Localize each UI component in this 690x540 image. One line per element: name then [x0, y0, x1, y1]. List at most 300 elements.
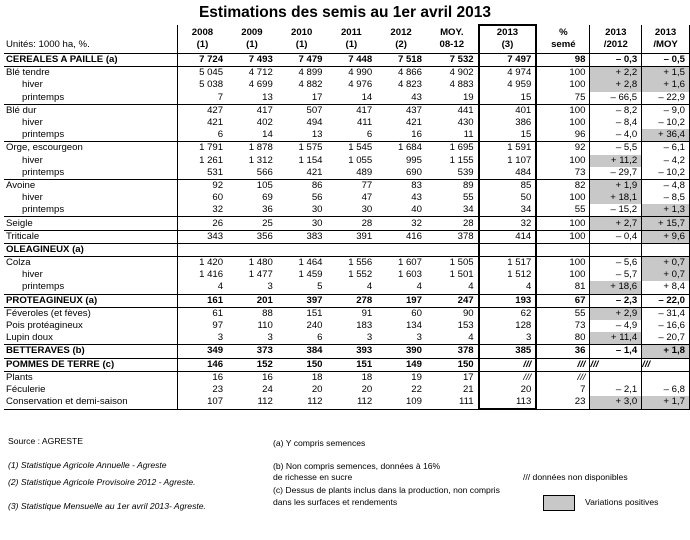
table-cell: – 16,6	[642, 320, 690, 332]
row-label: printemps	[22, 281, 65, 293]
table-cell: 36	[536, 345, 590, 358]
table-cell	[327, 243, 377, 256]
table-cell	[277, 243, 327, 256]
table-cell: 4 712	[227, 67, 277, 80]
table-cell: 7 532	[426, 54, 479, 67]
table-cell: – 31,4	[642, 307, 690, 320]
table-cell: 390	[376, 345, 426, 358]
table-cell: 30	[311, 204, 323, 216]
table-cell: 100	[536, 257, 590, 270]
table-cell: 19	[376, 371, 426, 384]
table-cell: 91	[327, 307, 377, 320]
table-cell	[642, 243, 690, 256]
table-cell: 23	[177, 384, 227, 396]
col-header: (1)	[295, 39, 308, 50]
table-cell: 995	[405, 154, 422, 166]
table-cell: 6	[366, 129, 373, 141]
table-cell: 100	[569, 192, 586, 204]
table-cell: + 36,4	[642, 129, 690, 142]
table-cell: – 2,3	[590, 294, 642, 307]
row-label: Orge, escourgeon	[4, 142, 177, 155]
table-cell: 112	[227, 396, 277, 409]
row-label: Féveroles (et fèves)	[4, 307, 177, 320]
table-cell: + 0,7	[642, 257, 690, 270]
legend-positive: Variations positives	[585, 497, 659, 507]
table-cell: 531	[177, 167, 227, 180]
table-cell: 100	[536, 67, 590, 80]
table-cell: 411	[356, 117, 373, 129]
table-cell: 92	[177, 179, 227, 192]
table-cell: 4 902	[426, 67, 479, 80]
table-cell: 402	[256, 117, 273, 129]
table-cell: + 9,6	[642, 230, 690, 243]
table-row	[4, 307, 690, 320]
table-cell: 89	[426, 179, 479, 192]
table-row	[4, 345, 690, 358]
table-cell: 1 603	[397, 269, 422, 281]
table-cell: + 3,0	[590, 396, 642, 409]
table-cell: 1 878	[227, 142, 277, 155]
table-cell: ///	[479, 371, 537, 384]
table-cell: 421	[405, 117, 422, 129]
table-cell: 240	[306, 320, 323, 332]
table-cell: 489	[356, 166, 373, 178]
col-header: (1)	[345, 39, 358, 50]
table-cell: 100	[569, 79, 586, 91]
table-cell: 112	[327, 396, 377, 409]
table-cell: – 9,0	[642, 104, 690, 117]
table-row	[4, 384, 690, 396]
table-cell: 13	[262, 91, 273, 103]
col-header: MOY.	[440, 27, 464, 38]
table-cell: 5 038	[177, 79, 227, 91]
table-row	[4, 257, 690, 270]
table-cell: – 1,4	[590, 345, 642, 358]
footnote-b-cont: de richesse en sucre	[273, 472, 353, 482]
table-cell: – 0,3	[590, 54, 642, 67]
table-cell: 86	[277, 179, 327, 192]
table-cell: 201	[227, 294, 277, 307]
row-label: CEREALES A PAILLE (a)	[4, 54, 177, 67]
table-cell: 7	[177, 92, 227, 105]
table-cell: + 1,8	[642, 345, 690, 358]
table-cell: 7 497	[479, 54, 537, 67]
table-cell: + 18,6	[590, 281, 642, 294]
table-cell: 4	[468, 332, 474, 344]
table-cell: 32	[479, 217, 537, 230]
estimates-table	[4, 24, 690, 410]
table-cell: 28	[426, 217, 479, 230]
row-label: Colza	[4, 257, 177, 270]
row-label: printemps	[22, 91, 65, 103]
table-cell: 96	[574, 129, 586, 141]
table-cell: 7 448	[327, 54, 377, 67]
col-header: %	[559, 27, 568, 38]
table-cell: 13	[311, 129, 323, 141]
table-cell: 28	[327, 217, 377, 230]
table-cell: 1 416	[177, 269, 227, 281]
row-label: Avoine	[4, 179, 177, 192]
table-row	[4, 358, 690, 371]
table-cell: 92	[536, 142, 590, 155]
table-cell: – 5,7	[590, 269, 642, 281]
table-cell: 4	[416, 281, 422, 293]
table-cell: 88	[227, 307, 277, 320]
table-cell: 19	[462, 91, 474, 103]
legend-not-available: /// données non disponibles	[523, 472, 628, 482]
table-cell: 3	[479, 332, 537, 345]
table-cell: – 20,7	[642, 332, 690, 345]
table-cell: 4	[479, 281, 537, 294]
table-cell: 100	[536, 217, 590, 230]
table-cell: 90	[426, 307, 479, 320]
table-cell: – 10,2	[642, 167, 690, 180]
table-cell	[376, 243, 426, 256]
table-cell: 183	[356, 320, 373, 332]
table-cell: 1 501	[449, 269, 474, 281]
table-cell: 17	[426, 371, 479, 384]
table-cell: 16	[177, 371, 227, 384]
row-label: PROTEAGINEUX (a)	[4, 294, 177, 307]
table-cell: 197	[376, 294, 426, 307]
source-note: Source : AGRESTE	[8, 436, 83, 446]
table-row	[4, 192, 690, 204]
table-cell: 112	[277, 396, 327, 409]
col-header: 2013	[642, 25, 690, 39]
table-cell: 100	[569, 269, 586, 281]
table-cell: 98	[536, 54, 590, 67]
table-cell: 18	[277, 371, 327, 384]
table-cell: 24	[262, 383, 273, 395]
footnote-c: (c) Dessus de plants inclus dans la production, non compris	[273, 485, 500, 495]
table-cell: 1 505	[426, 257, 479, 270]
table-cell: 441	[426, 104, 479, 117]
table-cell: 105	[227, 179, 277, 192]
table-cell: 7 724	[177, 54, 227, 67]
table-cell: 152	[227, 358, 277, 371]
table-cell: – 22,0	[642, 294, 690, 307]
table-cell: 61	[177, 307, 227, 320]
table-cell	[227, 243, 277, 256]
table-row	[4, 243, 690, 256]
table-cell: 1 261	[177, 155, 227, 167]
footnote-a: (a) Y compris semences	[273, 438, 366, 448]
table-cell: 82	[536, 179, 590, 192]
table-cell: 23	[536, 396, 590, 409]
table-cell: 60	[376, 307, 426, 320]
table-row	[4, 155, 690, 167]
table-cell: 7 479	[277, 54, 327, 67]
table-cell: 393	[327, 345, 377, 358]
table-cell: + 1,5	[642, 67, 690, 80]
row-label: printemps	[22, 129, 65, 141]
table-cell: 47	[361, 192, 373, 204]
table-cell: 4 823	[397, 79, 422, 91]
table-cell: + 11,4	[590, 332, 642, 345]
table-cell: 1 512	[479, 269, 537, 281]
table-cell: 73	[574, 320, 586, 332]
col-header: 08-12	[439, 39, 465, 50]
table-cell: 153	[457, 320, 474, 332]
table-row	[4, 67, 690, 80]
table-cell: 4	[366, 281, 373, 293]
table-cell: + 2,2	[590, 67, 642, 80]
table-cell: 20	[479, 384, 537, 396]
table-cell: + 15,7	[642, 217, 690, 230]
row-label: hiver	[22, 79, 43, 91]
col-header: (1)	[177, 39, 227, 54]
table-cell: – 4,8	[642, 179, 690, 192]
table-cell: 32	[376, 217, 426, 230]
table-cell: + 18,1	[590, 192, 642, 204]
table-cell: 62	[479, 307, 537, 320]
table-cell: + 2,9	[590, 307, 642, 320]
table-cell: 16	[227, 371, 277, 384]
table-cell: + 0,7	[642, 269, 690, 281]
row-label: printemps	[22, 166, 65, 178]
col-header: semé	[551, 39, 576, 50]
table-cell: 1 464	[277, 257, 327, 270]
row-label: hiver	[22, 154, 43, 166]
table-cell: 30	[361, 204, 373, 216]
table-cell: 60	[177, 192, 227, 204]
table-cell: 100	[569, 117, 586, 129]
table-cell: 15	[479, 129, 537, 142]
table-cell: 17	[311, 91, 323, 103]
table-cell: 3	[416, 332, 422, 344]
table-cell: – 8,2	[590, 104, 642, 117]
table-cell: 3	[267, 281, 273, 293]
table-cell: 427	[177, 104, 227, 117]
table-cell: + 2,8	[590, 79, 642, 91]
col-header: (1)	[246, 39, 258, 50]
table-cell: 1 420	[177, 257, 227, 270]
table-row	[4, 281, 690, 294]
table-cell: 56	[311, 192, 323, 204]
table-cell: 40	[411, 204, 422, 216]
table-row	[4, 396, 690, 409]
table-cell: – 6,1	[642, 142, 690, 155]
col-header: 2009	[241, 27, 263, 38]
table-cell: 4 883	[449, 79, 474, 91]
table-row	[4, 179, 690, 192]
table-cell: 1 591	[479, 142, 537, 155]
table-cell: 81	[574, 281, 586, 293]
table-cell: – 2,1	[590, 384, 642, 396]
table-row	[4, 332, 690, 345]
table-cell: 6	[317, 332, 323, 344]
table-cell: 34	[462, 204, 474, 216]
table-cell: 3	[177, 332, 227, 345]
table-cell: – 29,7	[590, 167, 642, 180]
table-cell: 247	[426, 294, 479, 307]
table-cell: ///	[590, 358, 642, 371]
table-cell: 3	[267, 332, 273, 344]
table-cell: 80	[574, 332, 586, 344]
table-cell: 1 055	[348, 154, 373, 166]
table-cell	[426, 243, 479, 256]
table-cell: 55	[536, 307, 590, 320]
row-label: hiver	[22, 192, 43, 204]
table-cell: 150	[426, 358, 479, 371]
table-cell: – 0,4	[590, 230, 642, 243]
table-cell: 7	[580, 383, 586, 395]
table-cell: 343	[177, 230, 227, 243]
table-cell: 4 866	[376, 67, 426, 80]
col-header: 2013	[479, 25, 537, 39]
col-header: /2012	[590, 39, 642, 54]
col-header: 2013	[590, 25, 642, 39]
table-cell: 30	[277, 217, 327, 230]
table-cell: 6	[177, 129, 227, 142]
table-cell: 4 899	[277, 67, 327, 80]
table-cell: 55	[462, 192, 474, 204]
table-cell: 278	[327, 294, 377, 307]
table-cell: + 1,7	[642, 396, 690, 409]
table-cell: 83	[376, 179, 426, 192]
table-cell: 386	[479, 117, 537, 129]
table-cell: 4	[468, 281, 474, 293]
table-cell: 161	[177, 294, 227, 307]
table-cell: ///	[536, 358, 590, 371]
table-cell: 417	[327, 104, 377, 117]
row-label: hiver	[22, 269, 43, 281]
table-row	[4, 117, 690, 129]
table-cell: 43	[411, 192, 422, 204]
table-row	[4, 217, 690, 230]
table-row	[4, 142, 690, 155]
table-cell: – 15,2	[590, 204, 642, 217]
table-cell: – 0,5	[642, 54, 690, 67]
footnote-3: (3) Statistique Mensuelle au 1er avril 2013- Agreste.	[8, 501, 206, 511]
row-label: Pois protéagineux	[6, 320, 83, 332]
row-label: Blé tendre	[4, 67, 177, 80]
col-header: 2011	[340, 27, 362, 38]
table-cell: 421	[177, 117, 227, 129]
table-cell: 3	[366, 332, 373, 344]
units-label: Unités: 1000 ha, %.	[6, 39, 90, 50]
table-cell: 146	[177, 358, 227, 371]
table-cell	[536, 243, 590, 256]
table-cell: 414	[479, 230, 537, 243]
table-cell: 100	[536, 104, 590, 117]
table-cell	[590, 243, 642, 256]
table-cell: – 4,9	[590, 320, 642, 332]
table-cell: 539	[457, 166, 474, 178]
table-cell: 69	[262, 192, 273, 204]
table-cell: 1 155	[449, 154, 474, 166]
table-cell: – 4,0	[590, 129, 642, 142]
table-row	[4, 79, 690, 91]
table-cell: – 5,6	[590, 257, 642, 270]
table-row	[4, 92, 690, 105]
table-cell: 50	[479, 192, 537, 204]
table-cell: 349	[177, 345, 227, 358]
table-cell: 109	[376, 396, 426, 409]
table-cell: 5	[317, 281, 323, 293]
col-header: (2)	[395, 39, 407, 50]
table-cell: 566	[256, 166, 273, 178]
table-cell: 1 545	[327, 142, 377, 155]
table-cell: 384	[277, 345, 327, 358]
table-cell: 1 684	[376, 142, 426, 155]
table-cell: 1 477	[248, 269, 273, 281]
row-label: Triticale	[4, 230, 177, 243]
table-cell: 14	[361, 91, 373, 103]
table-cell: 7 493	[227, 54, 277, 67]
table-cell: 437	[376, 104, 426, 117]
table-cell: 67	[536, 294, 590, 307]
table-cell: 107	[177, 396, 227, 409]
table-cell: 1 107	[479, 155, 537, 167]
table-cell	[590, 371, 642, 384]
table-cell	[642, 371, 690, 384]
table-cell: 77	[327, 179, 377, 192]
table-cell: 43	[411, 91, 422, 103]
table-cell: 113	[479, 396, 537, 409]
table-row	[4, 204, 690, 217]
table-cell: 22	[411, 383, 422, 395]
footnote-2: (2) Statistique Agricole Provisoire 2012 - Agreste.	[8, 477, 196, 487]
table-cell: 383	[277, 230, 327, 243]
row-label: Lupin doux	[6, 332, 53, 344]
table-cell: + 8,4	[642, 281, 690, 294]
table-cell: 20	[311, 383, 323, 395]
table-cell: 1 517	[479, 257, 537, 270]
col-header: 2010	[290, 27, 313, 38]
table-cell: 151	[327, 358, 377, 371]
table-cell: – 6,8	[642, 384, 690, 396]
table-cell: 507	[277, 104, 327, 117]
table-row	[4, 104, 690, 117]
table-cell: 1 695	[426, 142, 479, 155]
legend-swatch	[543, 495, 575, 511]
footnote-1: (1) Statistique Agricole Annuelle - Agreste	[8, 460, 167, 470]
table-cell: + 1,3	[642, 204, 690, 217]
table-cell: 85	[479, 179, 537, 192]
header-row-1	[4, 25, 690, 39]
row-label: POMMES DE TERRE (c)	[4, 358, 177, 371]
table-cell: – 22,9	[642, 92, 690, 105]
table-cell: 1 154	[298, 154, 323, 166]
table-cell: + 2,7	[590, 217, 642, 230]
col-header: /MOY	[642, 39, 690, 54]
table-cell: 417	[227, 104, 277, 117]
table-cell: 401	[479, 104, 537, 117]
col-header: (3)	[479, 39, 537, 54]
table-cell: 397	[277, 294, 327, 307]
table-row	[4, 371, 690, 384]
table-cell: 26	[177, 217, 227, 230]
table-cell: 25	[227, 217, 277, 230]
table-cell: 134	[405, 320, 422, 332]
table-cell: 4 974	[479, 67, 537, 80]
table-cell: 128	[479, 320, 537, 332]
table-cell: + 1,6	[642, 79, 690, 91]
table-cell: 1 791	[177, 142, 227, 155]
table-cell: 1 312	[248, 154, 273, 166]
table-row	[4, 320, 690, 332]
table-cell: 7 518	[376, 54, 426, 67]
table-row	[4, 129, 690, 142]
table-cell: 15	[479, 92, 537, 105]
table-cell: 1 556	[327, 257, 377, 270]
table-cell: 55	[574, 204, 586, 216]
table-row	[4, 230, 690, 243]
table-cell: 111	[426, 396, 479, 409]
table-cell: 193	[479, 294, 537, 307]
table-cell: 484	[479, 167, 537, 180]
